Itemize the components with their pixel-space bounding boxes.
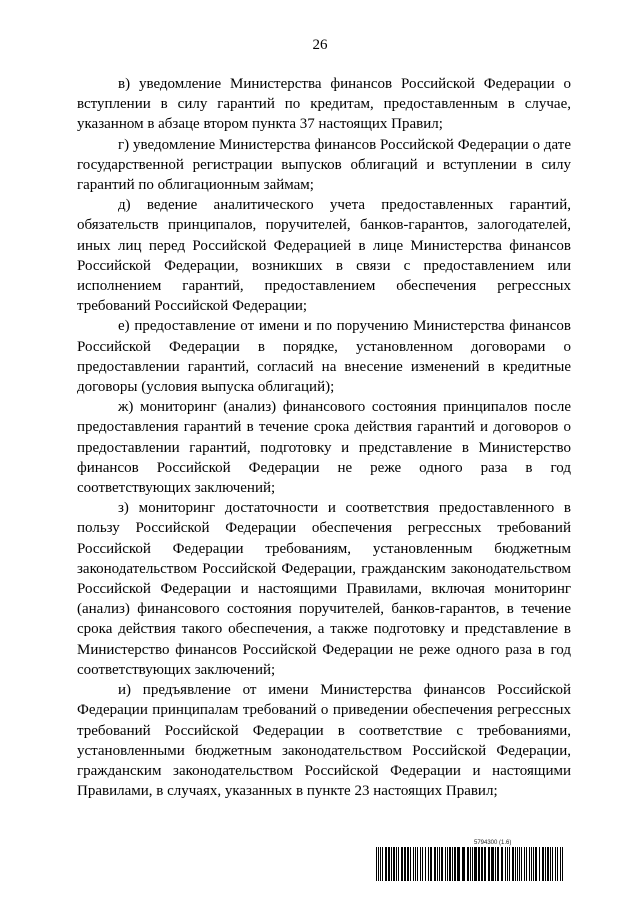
document-body <box>77 74 571 801</box>
document-code: 5794300 (1.6) <box>474 840 512 846</box>
paragraph-g: г) уведомление Министерства финансов Российской Федерации о дате государственной регистрации выпусков облигаций и вступлении в силу гарантий по облигационным займам; <box>77 136 571 194</box>
page-number: 26 <box>312 37 328 53</box>
paragraph-i: и) предъявление от имени Министерства финансов Российской Федерации принципалам требований о приведении обеспечения регрессных требований Российской Федерации в соответствие с требованиями, установленными бюджетным законодательством Российской Федерации, гражданским законодательством Российской Федерации и настоящими Правилами, в случаях, указанных в пункте 23 настоящих Правил; <box>77 682 571 800</box>
paragraph-e: е) предоставление от имени и по поручению Министерства финансов Российской Федерации в порядке, установленном договорами о предоставлении гарантий, согласий на внесение изменений в кредитные договоры (условия выпуска облигаций); <box>77 318 571 396</box>
paragraph-v: в) уведомление Министерства финансов Российской Федерации о вступлении в силу гарантий по кредитам, предоставленным в случае, указанном в абзаце втором пункта 37 настоящих Правил; <box>77 76 571 133</box>
paragraph-zh: ж) мониторинг (анализ) финансового состояния принципалов после предоставления гарантий в течение срока действия гарантий и договоров о предоставлении гарантий, подготовку и представление в Министерство финансов Российской Федерации не реже одного раза в год соответствующих заключений; <box>77 399 571 497</box>
paragraph-z: з) мониторинг достаточности и соответствия предоставленного в пользу Российской Федерации обеспечения регрессных требований Российской Федерации требованиям, установленным бюджетным законодательством Российской Федерации, гражданским законодательством Российской Федерации и настоящими Правилами, включая мониторинг (анализ) финансового состояния поручителей, банков-гарантов, в течение срока действия такого обеспечения, а также подготовку и представление в Министерство финансов Российской Федерации не реже одного раза в год соответствующих заключений; <box>77 500 571 678</box>
barcode-image <box>376 847 566 881</box>
paragraph-d: д) ведение аналитического учета предоставленных гарантий, обязательств принципалов, поручителей, банков-гарантов, залогодателей, иных лиц перед Российской Федерацией в лице Министерства финансов Российской Федерации, возникших в связи с предоставлением или исполнением гарантий, предоставлением обеспечения регрессных требований Российской Федерации; <box>77 197 571 315</box>
